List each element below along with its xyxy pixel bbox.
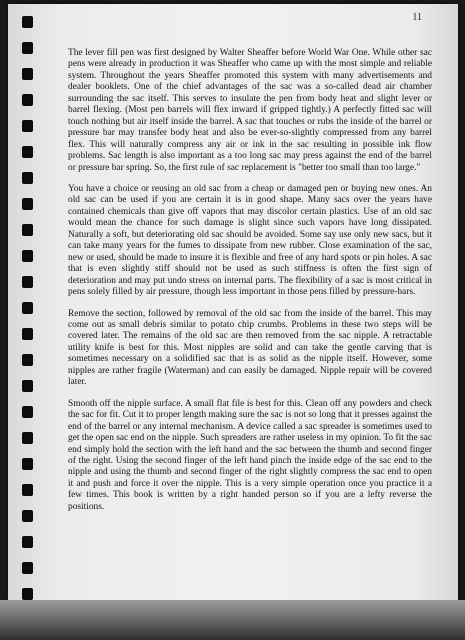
binding-hole bbox=[22, 120, 33, 132]
paragraph: Smooth off the nipple surface. A small flat file is best for this. Clean off any powders and check the sac for fit. Cut it to proper length making sure the sac is not so long that it presses against the end of the barrel or any internal mechanism. A device called a sac spreader is sometimes used to get the open sac end on the nipple. Such spreaders are rather useless in my opinion. To fit the sac end simply hold the section with the left hand and the sac between the thumb and second finger of the right. Using the second finger of the left hand pinch the inside edge of the sac end to the nipple and using the thumb and second finger of the right slightly compress the sac end to open it and push and force it over the nipple. This is a very simple operation once you practice it a few times. This book is written by a right handed person so if you are a lefty reverse the positions. bbox=[68, 398, 432, 512]
paragraph: Remove the section, followed by removal of the old sac from the inside of the barrel. This may come out as small debris similar to potato chip crumbs. Problems in these two steps will be covered later. The remains of the old sac are then removed from the sac nipple. A retractable utility knife is best for this. Most nipples are solid and can take the gentle carving that is sometimes necessary on a solidified sac that is as solid as the nipple itself. However, some nipples are rather fragile (Waterman) and can easily be damaged. Nipple repair will be covered later. bbox=[68, 308, 432, 388]
binding-hole bbox=[22, 380, 33, 392]
binding-hole bbox=[22, 562, 33, 574]
paragraph: You have a choice or reusing an old sac from a cheap or damaged pen or buying new ones. An old sac can be used if you are certain it is in good shape. Many sacs over the years have contained chemicals than give off vapors that may discolor certain plastics. Use of an old sac would mean the chance for such damage is slight since such vapors have long dissipated. Naturally a soft, but deteriorating old sac should be avoided. Some say use only new sacs, but it can take many years for the fumes to dissipate from new rubber. Close examination of the sac, new or used, should be made to insure it is flexible and free of any hard spots or pin holes. A sac that is even slightly stiff should not be used as such stiffness is often the first sign of deterioration and may put undo stress on internal parts. The flexibility of a sac is most critical in pens solely filled by air pressure, though less important in those pens filled by pressure-bars. bbox=[68, 183, 432, 298]
binding-hole bbox=[22, 276, 33, 288]
binding-hole bbox=[22, 510, 33, 522]
binding-hole bbox=[22, 302, 33, 314]
binding-hole bbox=[22, 16, 33, 28]
body-text bbox=[68, 48, 432, 523]
binding-hole bbox=[22, 224, 33, 236]
page-number: 11 bbox=[412, 12, 422, 23]
binding-hole bbox=[22, 484, 33, 496]
binding-hole bbox=[22, 198, 33, 210]
document-page bbox=[8, 4, 458, 600]
binding-hole bbox=[22, 42, 33, 54]
binding-hole bbox=[22, 94, 33, 106]
binding-hole bbox=[22, 328, 33, 340]
binding-hole bbox=[22, 146, 33, 158]
binding-hole bbox=[22, 588, 33, 600]
binding-hole bbox=[22, 458, 33, 470]
spiral-binding bbox=[22, 16, 34, 601]
binding-hole bbox=[22, 536, 33, 548]
binding-hole bbox=[22, 68, 33, 80]
paragraph: The lever fill pen was first designed by Walter Sheaffer before World War One. While other sac pens were already in production it was Sheaffer who came up with the most simple and reliable system. Throughout the years Sheaffer promoted this system with many advertisements and dealer booklets. One of the chief advantages of the sac was a so-called dead air chamber surrounding the sac itself. This serves to insulate the pen from body heat and slight lever or barrel flexing. (Most pen barrels will flex inward if gripped tightly.) A perfectly fitted sac will touch nothing but air itself inside the barrel. A sac that touches or rubs the inside of the barrel or pressure bar may transfer body heat and also be ever-so-slightly compressed from any barrel flex. This will naturally compress any air or ink in the sac resulting in possible ink flow problems. Sac length is also important as a too long sac may press against the end of the barrel or pressure bar spring. So, the first rule of sac replacement is "better too small than too large." bbox=[68, 48, 432, 173]
binding-hole bbox=[22, 432, 33, 444]
binding-hole bbox=[22, 250, 33, 262]
background-surface bbox=[0, 600, 465, 640]
binding-hole bbox=[22, 406, 33, 418]
binding-hole bbox=[22, 354, 33, 366]
binding-hole bbox=[22, 172, 33, 184]
